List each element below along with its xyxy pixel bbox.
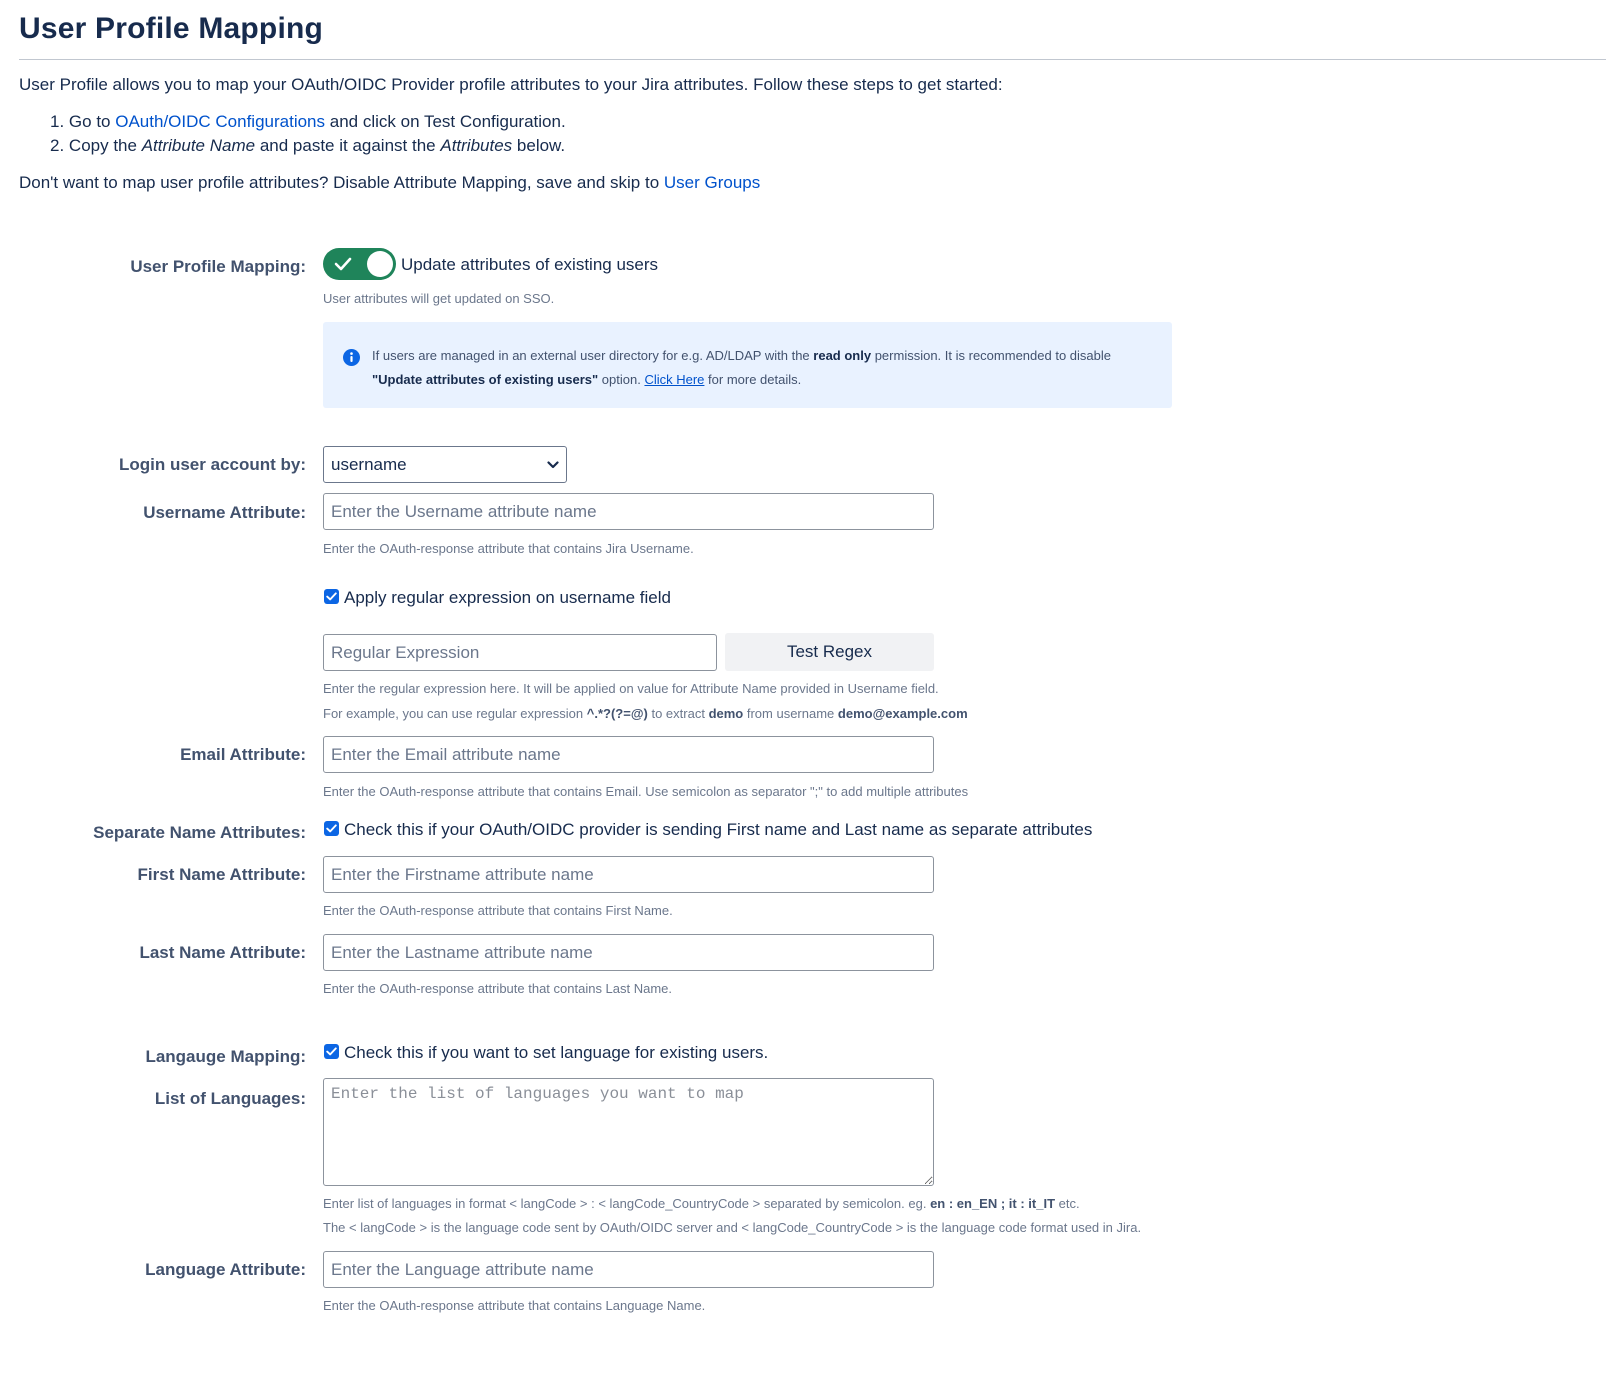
intro-text: User Profile allows you to map your OAuth/OIDC Provider profile attributes to your Jira attributes. Follow these steps to get started: <box>19 75 1003 94</box>
user-groups-link[interactable]: User Groups <box>663 173 761 192</box>
info-text: for more details. <box>708 372 802 387</box>
regex-example <box>323 706 968 721</box>
language-attribute-label: Language Attribute: <box>145 1260 306 1279</box>
language-attribute-help: Enter the OAuth-response attribute that contains Language Name. <box>323 1298 706 1313</box>
email-attribute-help: Enter the OAuth-response attribute that contains Email. Use semicolon as separator ";" to add multiple attributes <box>323 784 969 799</box>
skip-text <box>19 173 760 193</box>
first-name-help: Enter the OAuth-response attribute that contains First Name. <box>323 903 673 918</box>
profile-mapping-help: User attributes will get updated on SSO. <box>323 291 555 306</box>
oauth-configurations-link[interactable]: OAuth/OIDC Configurations <box>115 112 326 131</box>
languages-list-help <box>323 1196 1080 1211</box>
login-by-select[interactable] <box>323 446 567 483</box>
regex-checkbox[interactable] <box>324 589 339 604</box>
check-icon <box>326 1047 337 1056</box>
update-attributes-toggle[interactable] <box>323 248 396 280</box>
regex-example-result: demo <box>708 706 744 721</box>
regex-example-code: ^.*?(?=@) <box>586 706 648 721</box>
step-text: and click on Test Configuration. <box>329 112 566 131</box>
regex-example-text: to extract <box>651 706 705 721</box>
languages-list-textarea[interactable] <box>323 1078 934 1186</box>
email-attribute-input[interactable] <box>323 736 934 773</box>
last-name-input[interactable] <box>323 934 934 971</box>
step-1 <box>50 112 566 132</box>
info-icon <box>343 349 360 366</box>
info-text: option. <box>601 372 641 387</box>
first-name-label: First Name Attribute: <box>137 865 306 884</box>
step-number: 1. <box>50 112 65 131</box>
info-bold: "Update attributes of existing users" <box>372 372 599 387</box>
languages-help-text: Enter list of languages in format < langCode > : < langCode_CountryCode > separated by semicolon. eg. <box>323 1196 927 1211</box>
step-text: and paste it against the <box>259 136 436 155</box>
last-name-label: Last Name Attribute: <box>139 943 306 962</box>
step-2 <box>50 136 565 156</box>
skip-message: Don't want to map user profile attributes? Disable Attribute Mapping, save and skip to <box>19 173 660 192</box>
username-attribute-help: Enter the OAuth-response attribute that contains Jira Username. <box>323 541 694 556</box>
regex-input[interactable] <box>323 634 717 671</box>
toggle-knob <box>367 251 393 277</box>
step-text: Copy the <box>68 136 137 155</box>
title-divider <box>19 59 1606 60</box>
language-mapping-checkbox[interactable] <box>324 1044 339 1059</box>
info-text: permission. It is recommended to disable <box>874 348 1111 363</box>
username-attribute-label: Username Attribute: <box>143 503 306 522</box>
info-text: If users are managed in an external user directory for e.g. AD/LDAP with the <box>372 348 810 363</box>
first-name-input[interactable] <box>323 856 934 893</box>
check-icon <box>334 257 352 271</box>
info-message <box>372 344 1111 392</box>
languages-help-example: en : en_EN ; it : it_IT <box>930 1196 1056 1211</box>
step-emphasis: Attribute Name <box>141 136 256 155</box>
separate-names-checkbox-label: Check this if your OAuth/OIDC provider is sending First name and Last name as separate attributes <box>344 820 1093 839</box>
regex-checkbox-label: Apply regular expression on username field <box>344 588 671 607</box>
last-name-help: Enter the OAuth-response attribute that contains Last Name. <box>323 981 673 996</box>
step-number: 2. <box>50 136 65 155</box>
check-icon <box>326 592 337 601</box>
user-profile-mapping-label: User Profile Mapping: <box>130 257 306 276</box>
username-attribute-input[interactable] <box>323 493 934 530</box>
step-text: below. <box>516 136 566 155</box>
regex-help: Enter the regular expression here. It will be applied on value for Attribute Name provided in Username field. <box>323 681 939 696</box>
separate-names-label: Separate Name Attributes: <box>93 823 306 842</box>
step-text: Go to <box>68 112 111 131</box>
info-bold: read only <box>813 348 872 363</box>
regex-example-email: demo@example.com <box>837 706 968 721</box>
languages-help-text: etc. <box>1058 1196 1080 1211</box>
login-by-selected: username <box>331 454 407 474</box>
language-attribute-input[interactable] <box>323 1251 934 1288</box>
language-mapping-label: Langauge Mapping: <box>145 1047 306 1066</box>
info-message-box <box>323 322 1172 408</box>
separate-names-checkbox[interactable] <box>324 821 339 836</box>
chevron-down-icon <box>547 461 559 469</box>
click-here-link[interactable]: Click Here <box>644 372 705 387</box>
regex-example-text: For example, you can use regular expression <box>323 706 584 721</box>
test-regex-button[interactable]: Test Regex <box>725 633 934 671</box>
language-mapping-checkbox-label: Check this if you want to set language for existing users. <box>344 1043 769 1062</box>
step-emphasis: Attributes <box>440 136 513 155</box>
toggle-label: Update attributes of existing users <box>401 255 659 274</box>
languages-list-label: List of Languages: <box>154 1089 306 1108</box>
login-by-label: Login user account by: <box>118 455 306 474</box>
email-attribute-label: Email Attribute: <box>180 745 306 764</box>
check-icon <box>326 824 337 833</box>
regex-example-text: from username <box>746 706 835 721</box>
page-title: User Profile Mapping <box>19 12 324 45</box>
languages-list-help-2: The < langCode > is the language code sent by OAuth/OIDC server and < langCode_CountryCode > is the language code format used in Jira. <box>323 1220 1142 1235</box>
